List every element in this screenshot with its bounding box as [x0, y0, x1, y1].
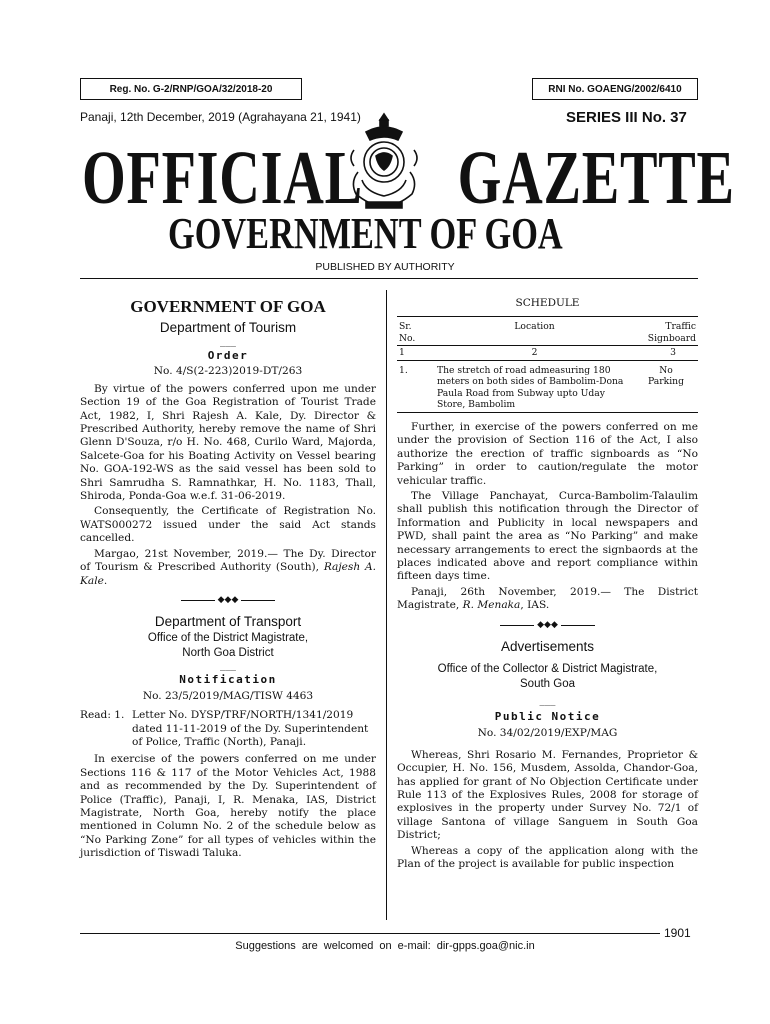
separator: ___	[539, 694, 556, 706]
further-paragraph: Further, in exercise of the powers conferred on me under the provision of Section 116 of the Act, I also authorize the erection of traffic signboards as “No Parking” in order to caution/regulate the motor vehicular traffic.	[397, 420, 698, 487]
section-divider: ◆◆◆	[397, 619, 698, 632]
right-column	[397, 297, 698, 873]
footer-rule	[80, 933, 660, 934]
series-number: SERIES III No. 37	[566, 109, 687, 126]
public-notice-label: Public Notice	[494, 710, 601, 723]
government-heading: GOVERNMENT OF GOA	[130, 297, 326, 316]
suggestion-email: Suggestions are welcomed on e-mail: dir-gpps.goa@nic.in	[235, 940, 535, 952]
order-label: Order	[207, 349, 249, 362]
issue-date: Panaji, 12th December, 2019 (Agrahayana 21, 1941)	[80, 110, 361, 124]
office-line-2: North Goa District	[182, 647, 274, 660]
public-notice-number: No. 34/02/2019/EXP/MAG	[477, 727, 618, 740]
panchayat-paragraph: The Village Panchayat, Curca-Bambolim-Talaulim shall publish this notification through the Director of Information and Publicity in local newspapers and PWD, shall paint the area as “No Parking” and make necessary arrangements to erect the signbaords at the places indicated above and report compliance within fifteen days time.	[397, 489, 698, 583]
magistrate-signature: Panaji, 26th November, 2019.— The District Magistrate, R. Menaka, IAS.	[397, 585, 698, 612]
notification-label: Notification	[179, 673, 277, 687]
public-notice-paragraph-2: Whereas a copy of the application along with the Plan of the project is available for public inspection	[397, 844, 698, 871]
advertisements-heading: Advertisements	[500, 639, 595, 654]
notification-number: No. 23/5/2019/MAG/TISW 4463	[142, 689, 314, 702]
public-notice-paragraph-1: Whereas, Shri Rosario M. Fernandes, Proprietor & Occupier, H. No. 156, Musdem, Assolda, Chandor-Goa, has applied for grant of No Objection Certificate under Rule 113 of the Explosives Rules, 2008 for storage of explosives in the property under Survey No. 72/1 of village Santona of village Sanguem in South Goa District;	[397, 748, 698, 842]
rni-number: RNI No. GOAENG/2002/6410	[532, 78, 698, 100]
left-column	[80, 297, 376, 863]
read-reference: Read: 1. Letter No. DYSP/TRF/NORTH/1341/2019 dated 11-11-2019 of the Dy. Superintendent of Police, Traffic (North), Panaji.	[80, 709, 369, 748]
order-paragraph-2: Consequently, the Certificate of Registration No. WATS000272 issued under the said Act stands cancelled.	[80, 505, 376, 545]
gazette-title: OFFICIAL GAZETTE	[82, 136, 735, 220]
government-of-goa-title: GOVERNMENT OF GOA	[168, 209, 563, 258]
separator: ___	[220, 335, 236, 347]
page-number: 1901	[664, 926, 691, 940]
registration-number: Reg. No. G-2/RNP/GOA/32/2018-20	[80, 78, 302, 100]
schedule-table: Sr. No. Location Traffic Signboard 1 2 3 1. The stretch of road admeasuring 180 meters on both sides of Bambolim-Dona Paula Road from Subway upto Uday Store, Bambolim No Parking	[397, 316, 698, 413]
office-line-1: Office of the District Magistrate,	[147, 632, 309, 645]
header-rule	[80, 278, 698, 279]
published-by-authority: PUBLISHED BY AUTHORITY	[315, 261, 455, 273]
department-of-transport: Department of Transport	[154, 614, 302, 630]
order-paragraph-1: By virtue of the powers conferred upon me under Section 19 of the Goa Registration of Tourist Trade Act, 1982, I, Shri Rajesh A. Kale, Dy. Director & Prescribed Authority, hereby remove the name of Shri Glenn D'Souza, r/o H. No. 468, Curilo Ward, Majorda, Salcete-Goa for his Boating Activity on Vessel bearing No. GOA-192-WS as the said vessel has been sold to Shri Samrudha S. Ramnathkar, H. No. 1183, Thall, Shiroda, Ponda-Goa w.e.f. 31-06-2019.	[80, 382, 376, 503]
collector-office-line-1: Office of the Collector & District Magistrate,	[437, 663, 658, 675]
schedule-title: SCHEDULE	[515, 297, 580, 309]
notification-paragraph: In exercise of the powers conferred on me under Sections 116 & 117 of the Motor Vehicles Act, 1988 and as recommended by the Dy. Superintendent of Police (Traffic), Panaji, I, R. Menaka, IAS, District Magistrate, North Goa, hereby notify the place mentioned in Column No. 2 of the schedule below as “No Parking Zone” for all types of vehicles within the jurisdiction of Tiswadi Taluka.	[80, 753, 376, 860]
department-of-tourism: Department of Tourism	[159, 320, 297, 335]
order-signature: Margao, 21st November, 2019.— The Dy. Director of Tourism & Prescribed Authority (South), Rajesh A. Kale.	[80, 547, 376, 587]
collector-office-line-2: South Goa	[520, 678, 575, 690]
separator: ___	[220, 659, 236, 672]
section-divider: ◆◆◆	[80, 594, 376, 607]
order-number: No. 4/S(2-223)2019-DT/263	[153, 365, 303, 378]
column-divider	[386, 290, 387, 920]
